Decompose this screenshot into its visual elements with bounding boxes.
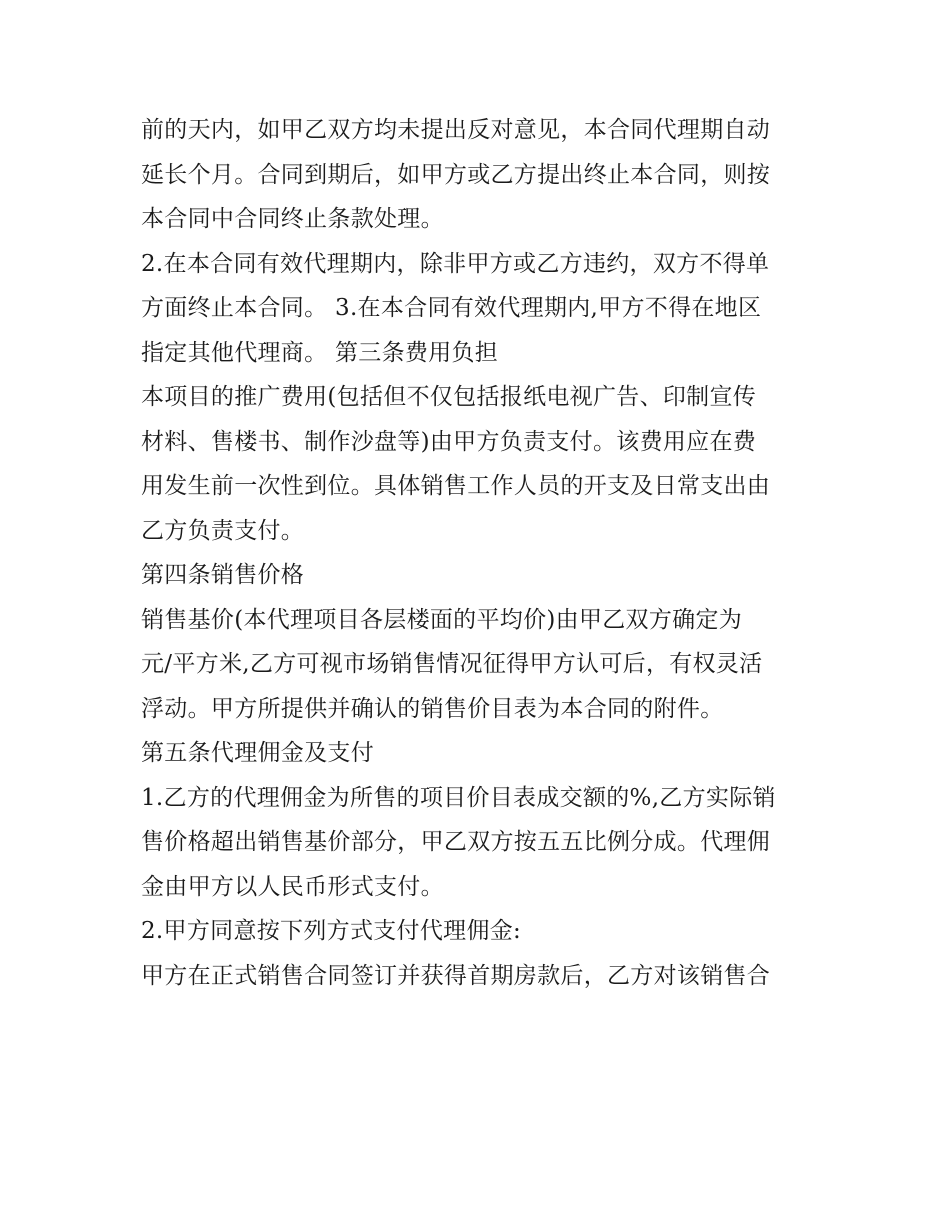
text-line: 1.乙方的代理佣金为所售的项目价目表成交额的%,乙方实际销 — [141, 784, 776, 811]
text-line: 延长个月。合同到期后，如甲方或乙方提出终止本合同，则按 — [141, 161, 771, 188]
text-line: 2.甲方同意按下列方式支付代理佣金: — [141, 918, 522, 944]
text-line: 2.在本合同有效代理期内，除非甲方或乙方违约，双方不得单 — [141, 250, 770, 277]
text-line: 前的天内，如甲乙双方均未提出反对意见，本合同代理期自动 — [141, 117, 771, 143]
text-line: 本合同中合同终止条款处理。 — [141, 206, 444, 232]
text-line: 元/平方米,乙方可视市场销售情况征得甲方认可后，有权灵活 — [141, 651, 763, 677]
text-line: 材料、售楼书、制作沙盘等)由甲方负责支付。该费用应在费 — [141, 428, 757, 455]
section-heading: 第四条销售价格 — [141, 562, 305, 588]
section-heading: 第五条代理佣金及支付 — [141, 740, 374, 766]
text-line: 浮动。甲方所提供并确认的销售价目表为本合同的附件。 — [141, 695, 724, 722]
text-line: 销售基价(本代理项目各层楼面的平均价)由甲乙双方确定为 — [141, 606, 743, 633]
document-body — [141, 108, 821, 998]
text-line: 售价格超出销售基价部分，甲乙双方按五五比例分成。代理佣 — [141, 829, 771, 855]
text-line: 方面终止本合同。 3.在本合同有效代理期内,甲方不得在地区 — [141, 295, 762, 321]
text-line: 指定其他代理商。 第三条费用负担 — [141, 339, 499, 366]
text-line: 用发生前一次性到位。具体销售工作人员的开支及日常支出由 — [141, 473, 771, 499]
text-line: 金由甲方以人民币形式支付。 — [141, 873, 444, 900]
text-line: 乙方负责支付。 — [141, 517, 305, 544]
text-line: 本项目的推广费用(包括但不仅包括报纸电视广告、印制宣传 — [141, 384, 757, 410]
text-line: 甲方在正式销售合同签订并获得首期房款后，乙方对该销售合 — [141, 962, 771, 989]
